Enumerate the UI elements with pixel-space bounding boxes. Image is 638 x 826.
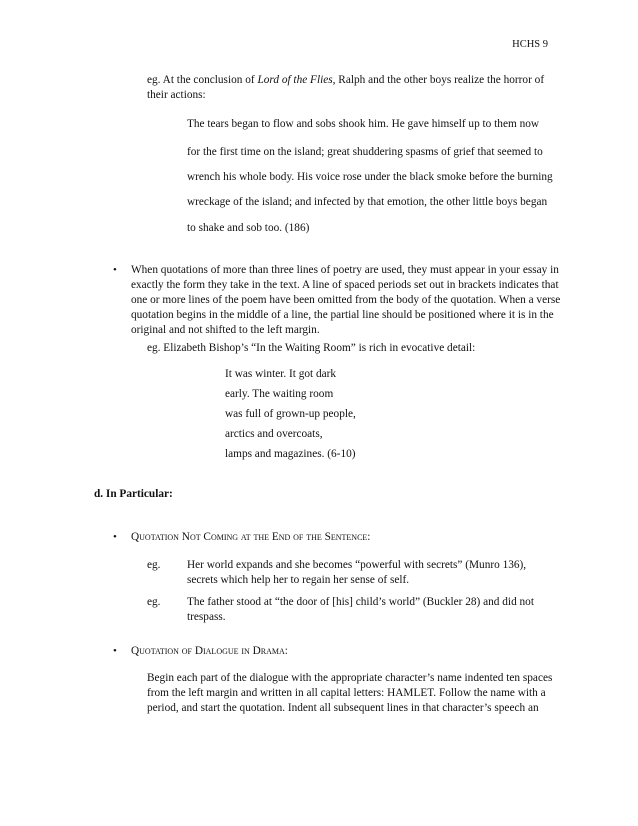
bullet-icon: • (113, 264, 117, 276)
block-quote-line: to shake and sob too. (186) (187, 222, 310, 234)
poem-line: was full of grown-up people, (225, 408, 356, 420)
block-quote-line: The tears began to flow and sobs shook him. He gave himself up to them now (187, 118, 540, 130)
example-buckler: The father stood at “the door of [his] child’s world” (Buckler 28) and did not trespass. (187, 596, 534, 623)
block-quote-line: for the first time on the island; great shuddering spasms of grief that seemed to (187, 146, 543, 158)
example-elizabeth-bishop: eg. Elizabeth Bishop’s “In the Waiting Room” is rich in evocative detail: (147, 342, 476, 354)
book-title: Lord of the Flies, (257, 74, 336, 86)
bullet-icon: • (113, 645, 117, 657)
example-label: eg. (147, 559, 161, 571)
poem-line: It was winter. It got dark (225, 368, 337, 380)
poem-line: arctics and overcoats, (225, 428, 323, 440)
bullet-icon: • (113, 531, 117, 543)
poetry-quotation-rule: When quotations of more than three lines of poetry are used, they must appear in your essay in exactly the form they take in the text. A line of spaced periods set out in brackets indicates that one or more lines of the poem have been omitted from the body of the quotation. When a verse quotation begins in the middle of a line, the partial line should be positioned where it is in the original and not shifted to the left margin. (131, 264, 561, 336)
example-intro-text-cont: Ralph and the other boys realize the horror of their actions: (147, 74, 545, 101)
example-lord-of-the-flies (147, 73, 557, 103)
drama-dialogue-rule: Begin each part of the dialogue with the appropriate character’s name indented ten spaces from the left margin and written in all capital letters: HAMLET. Follow the name with a period, and start the quotation. Indent all subsequent lines in that character’s speech an (147, 672, 553, 714)
example-label: eg. (147, 596, 161, 608)
block-quote-line: wreckage of the island; and infected by that emotion, the other little boys began (187, 196, 548, 208)
page-header-label: HCHS 9 (512, 39, 548, 50)
section-heading: d. In Particular: (94, 488, 173, 500)
example-intro-text: eg. At the conclusion of (147, 74, 258, 86)
subheading-quotation-not-at-end: Quotation Not Coming at the End of the Sentence: (131, 531, 371, 543)
example-munro: Her world expands and she becomes “powerful with secrets” (Munro 136), secrets which help her to regain her sense of self. (187, 559, 527, 586)
block-quote-line: wrench his whole body. His voice rose under the black smoke before the burning (187, 171, 553, 183)
poem-line: lamps and magazines. (6-10) (225, 448, 356, 460)
poem-line: early. The waiting room (225, 388, 334, 400)
subheading-dialogue-in-drama: Quotation of Dialogue in Drama: (131, 645, 288, 657)
